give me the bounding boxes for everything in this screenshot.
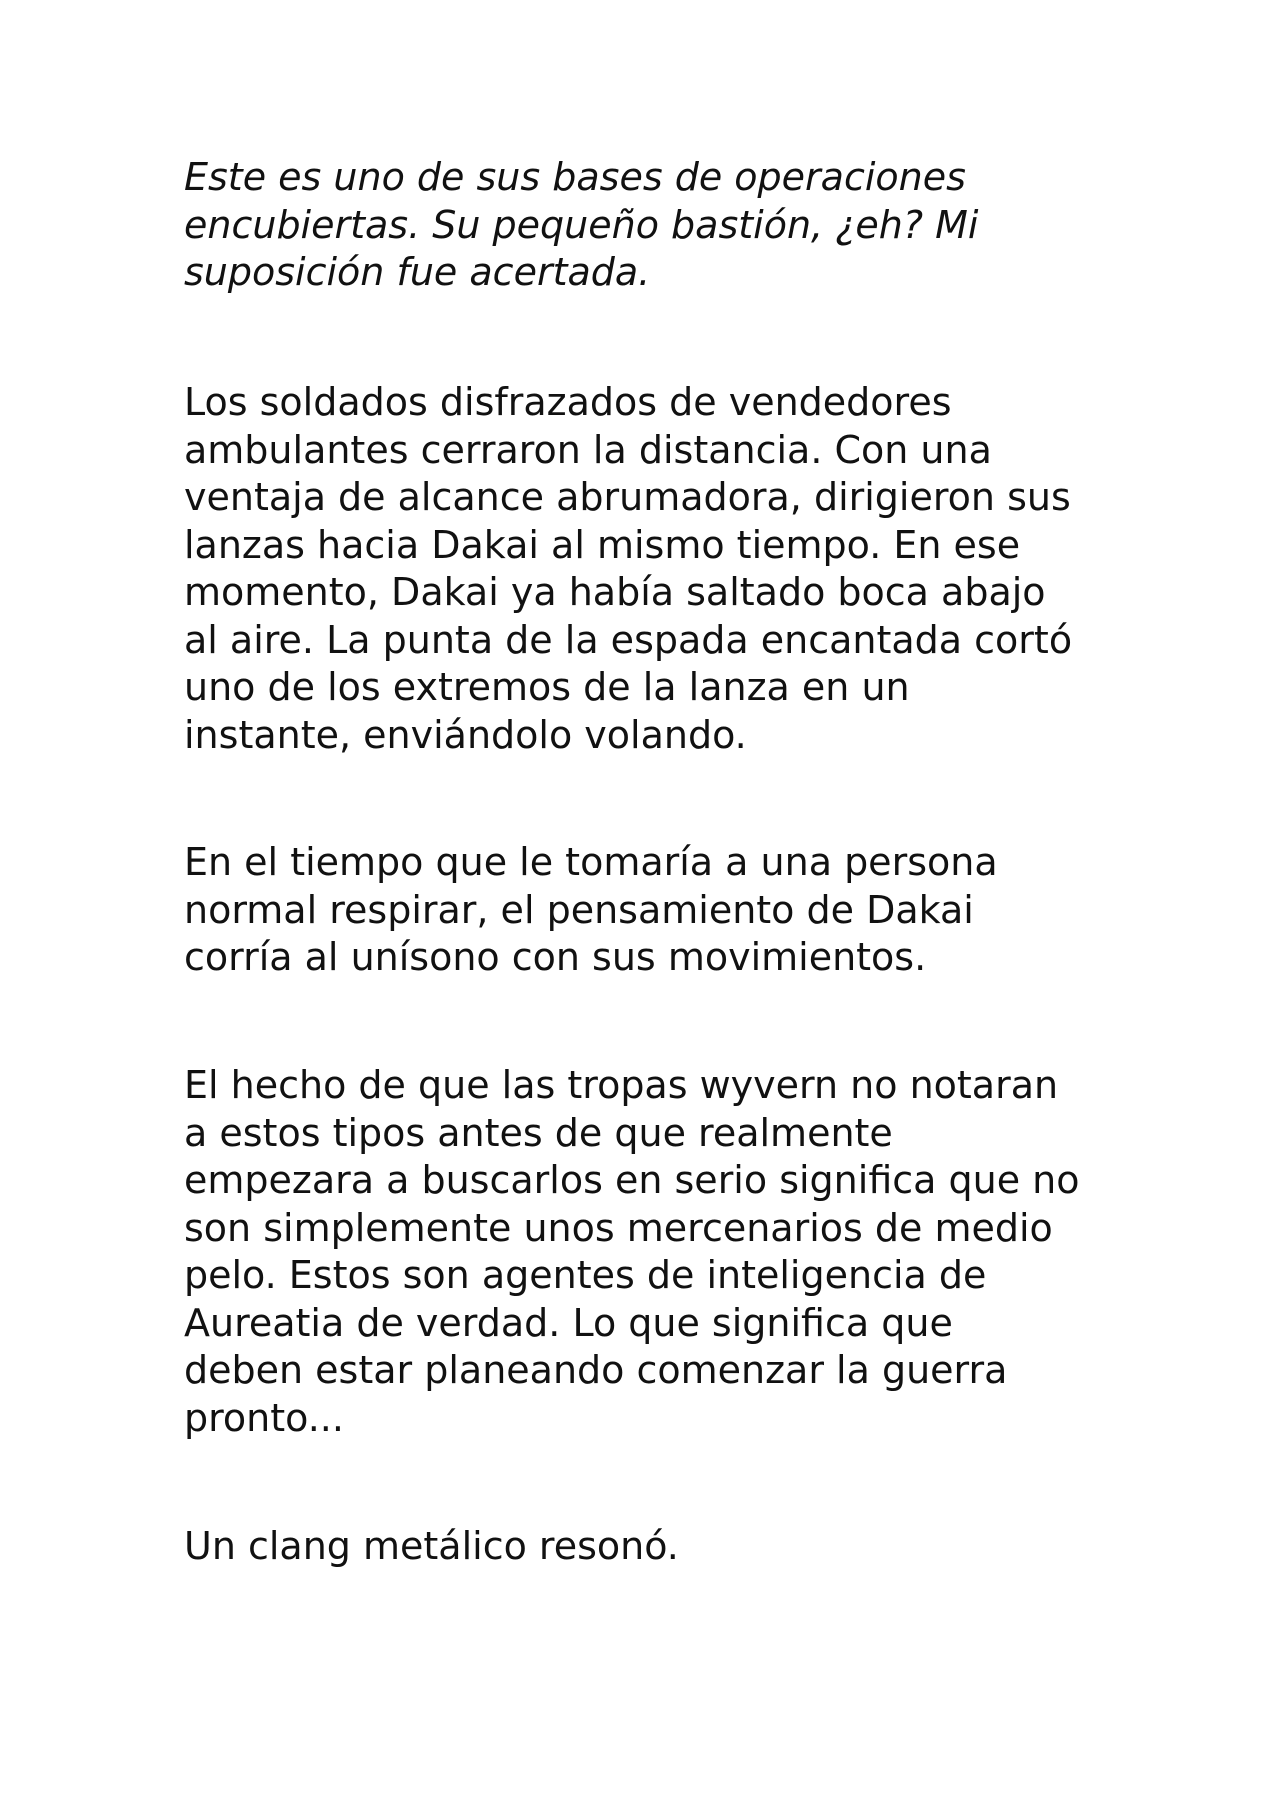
text-line: suposición fue acertada. [184,250,651,294]
text-line: Aureatia de verdad. Lo que significa que [184,1300,953,1345]
text-line: a estos tipos antes de que realmente [184,1110,893,1155]
text-line: empezara a buscarlos en serio significa que no [184,1158,1080,1202]
text-line: pronto... [184,1395,344,1440]
text-line: deben estar planeando comenzar la guerra [184,1348,1008,1392]
narrative-paragraph [184,379,1124,759]
text-line: corría al unísono con sus movimientos. [184,935,927,979]
text-line: al aire. La punta de la espada encantada cortó [184,617,1073,662]
narrative-paragraph [184,1062,1124,1442]
text-line: lanzas hacia Dakai al mismo tiempo. En ese [184,522,1021,567]
text-line: instante, enviándolo volando. [184,712,747,757]
text-line: El hecho de que las tropas wyvern no notaran [184,1063,1059,1107]
text-line: pelo. Estos son agentes de inteligencia de [184,1253,987,1297]
text-line: uno de los extremos de la lanza en un [184,665,910,709]
italic-thought-paragraph [184,154,1124,297]
text-line: ambulantes cerraron la distancia. Con una [184,427,992,472]
text-line: Los soldados disfrazados de vendedores [184,380,952,424]
text-line: Este es uno de sus bases de operaciones [184,155,966,199]
narrative-paragraph [184,1523,1124,1571]
text-line: momento, Dakai ya había saltado boca abajo [184,570,1046,614]
text-line: normal respirar, el pensamiento de Dakai [184,887,974,932]
narrative-paragraph [184,839,1124,982]
text-line: Un clang metálico resonó. [184,1524,679,1568]
text-line: encubiertas. Su pequeño bastión, ¿eh? Mi [184,202,979,247]
text-line: son simplemente unos mercenarios de medio [184,1205,1053,1250]
text-line: ventaja de alcance abrumadora, dirigieron sus [184,475,1071,519]
text-line: En el tiempo que le tomaría a una persona [184,840,998,884]
